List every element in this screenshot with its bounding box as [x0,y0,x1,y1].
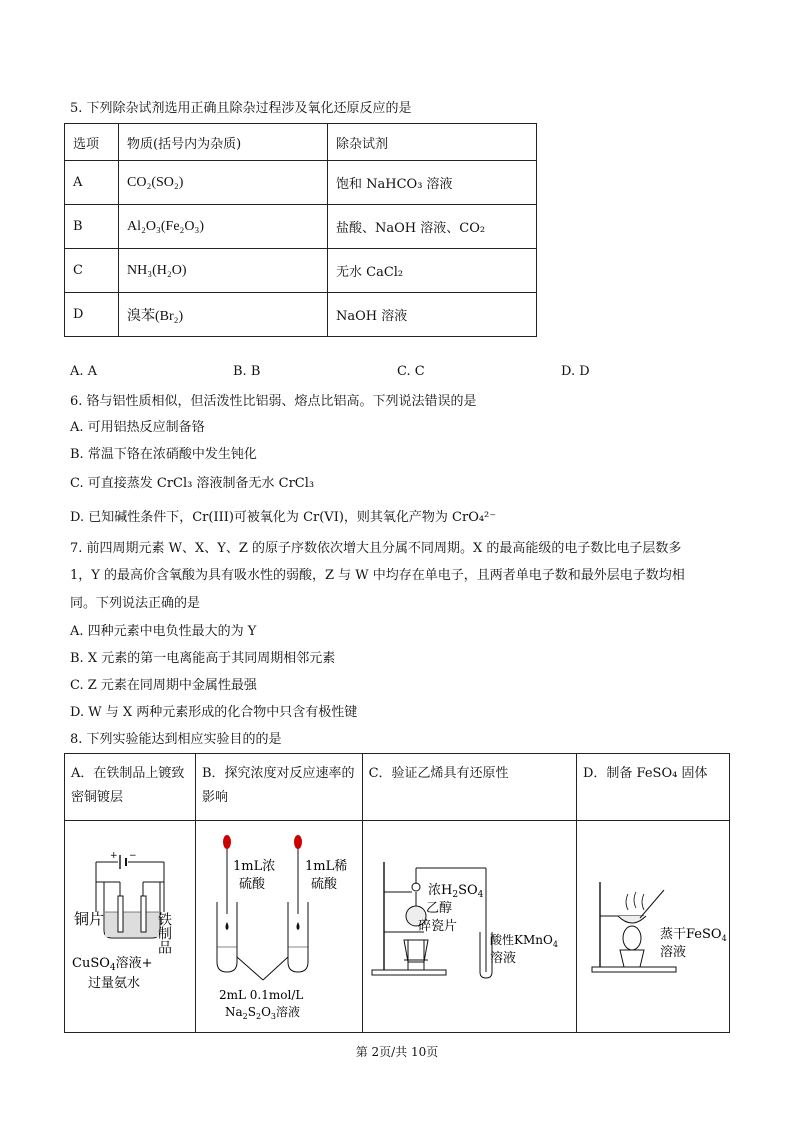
q5-row-b-substance: Al₂O₃(Fe₂O₃) [119,205,328,249]
q5-header-option: 选项 [65,124,119,161]
q6-option-b: B. 常温下铬在浓硝酸中发生钝化 [70,447,257,462]
q5-row-a-reagent: 饱和 NaHCO₃ 溶液 [328,161,537,205]
q7-option-d: D. W 与 X 两种元素形成的化合物中只含有极性键 [70,705,358,720]
q5-row-c-substance: NH₃(H₂O) [119,249,328,293]
q5-header-reagent: 除杂试剂 [328,124,537,161]
page-footer: 第 2页/共 10页 [355,1045,439,1059]
q7-option-a: A. 四种元素中电负性最大的为 Y [70,624,257,639]
q7-stem-line3: 同。下列说法正确的是 [70,596,201,611]
svg-text:硫酸: 硫酸 [311,877,338,892]
svg-text:−: − [129,851,137,861]
test-tubes-diagram [197,822,357,1027]
ammonia-label: 过量氨水 [88,976,141,991]
evaporate-solution-label: 溶液 [660,945,687,960]
solution-label: CuSO$_4$溶液+ [72,956,153,973]
q6-option-c: C. 可直接蒸发 CrCl₃ 溶液制备无水 CrCl₃ [70,476,315,491]
q8-figure-c [362,821,576,1033]
q8-figure-b [196,821,363,1033]
left-acid-label: 1mL浓 [233,859,276,874]
svg-text:+: + [110,851,118,861]
q5-row-d-option: D [65,293,119,337]
q5-choice-b: B. B [233,364,261,379]
q7-stem-line1: 7. 前四周期元素 W、X、Y、Z 的原子序数依次增大且分属不同周期。X 的最高能级的电子数比电子层数多 [70,541,682,556]
q8-header-c: C．验证乙烯具有还原性 [362,754,576,821]
q5-row-a-option: A [65,161,119,205]
q5-row-c-option: C [65,249,119,293]
q8-header-b: B．探究浓度对反应速率的影响 [196,754,363,821]
q5-row-d-reagent: NaOH 溶液 [328,293,537,337]
iron-label: 铁制品 [156,912,172,954]
q7-option-c: C. Z 元素在同周期中金属性最强 [70,678,257,693]
kmno4-label: 酸性KMnO$_4$ [489,933,558,949]
q5-table [64,123,537,337]
thiosulfate-label: 2mL 0.1mol/L [219,988,304,1002]
kmno4-solution-label: 溶液 [489,951,516,966]
q8-figure-a [65,821,196,1033]
electroplating-diagram [66,822,194,1027]
q7-option-b: B. X 元素的第一电离能高于其同周期相邻元素 [70,651,336,666]
q5-stem: 5. 下列除杂试剂选用正确且除杂过程涉及氧化还原反应的是 [70,101,412,116]
ethanol-label: 乙醇 [425,901,452,916]
copper-label: 铜片 [74,910,105,928]
q5-header-substance: 物质(括号内为杂质) [119,124,328,161]
q5-row-b-reagent: 盐酸、NaOH 溶液、CO₂ [328,205,537,249]
q7-stem-line2: 1，Y 的最高价含氧酸为具有吸水性的弱酸，Z 与 W 中均存在单电子，且两者单电子数和最外层电子数均相 [70,568,685,583]
q6-option-a: A. 可用铝热反应制备铬 [70,420,205,435]
svg-text:Na2S2O3溶液: $Na_2S_2O_3$溶液 [225,1005,301,1021]
q5-row-b-option: B [65,205,119,249]
q5-row-a-substance: CO₂(SO₂) [119,161,328,205]
q6-stem: 6. 铬与铝性质相似，但活泼性比铝弱、熔点比铝高。下列说法错误的是 [70,394,477,409]
evaporation-diagram [578,822,728,1027]
q5-choice-a: A. A [70,364,98,379]
ethylene-apparatus-diagram [364,822,570,1027]
q8-header-d: D．制备 FeSO₄ 固体 [577,754,730,821]
q5-choice-c: C. C [397,364,425,379]
sulfuric-acid-label: 浓$H_2SO_4$ [427,883,483,900]
q6-option-d: D. 已知碱性条件下，Cr(III)可被氧化为 Cr(VI)，则其氧化产物为 CrO₄²⁻ [70,510,497,525]
q5-row-c-reagent: 无水 CaCl₂ [328,249,537,293]
q8-figure-d [577,821,730,1033]
evaporate-label: 蒸干FeSO$_4$ [660,927,727,943]
svg-text:硫酸: 硫酸 [239,877,266,892]
q8-header-a: A．在铁制品上镀致密铜镀层 [65,754,196,821]
q5-row-d-substance: 溴苯(Br₂) [119,293,328,337]
porcelain-chips-label: 碎瓷片 [417,919,457,934]
right-acid-label: 1mL稀 [305,859,348,874]
q5-choice-d: D. D [561,364,590,379]
q8-table [64,753,730,1033]
q8-stem: 8. 下列实验能达到相应实验目的的是 [70,732,282,747]
